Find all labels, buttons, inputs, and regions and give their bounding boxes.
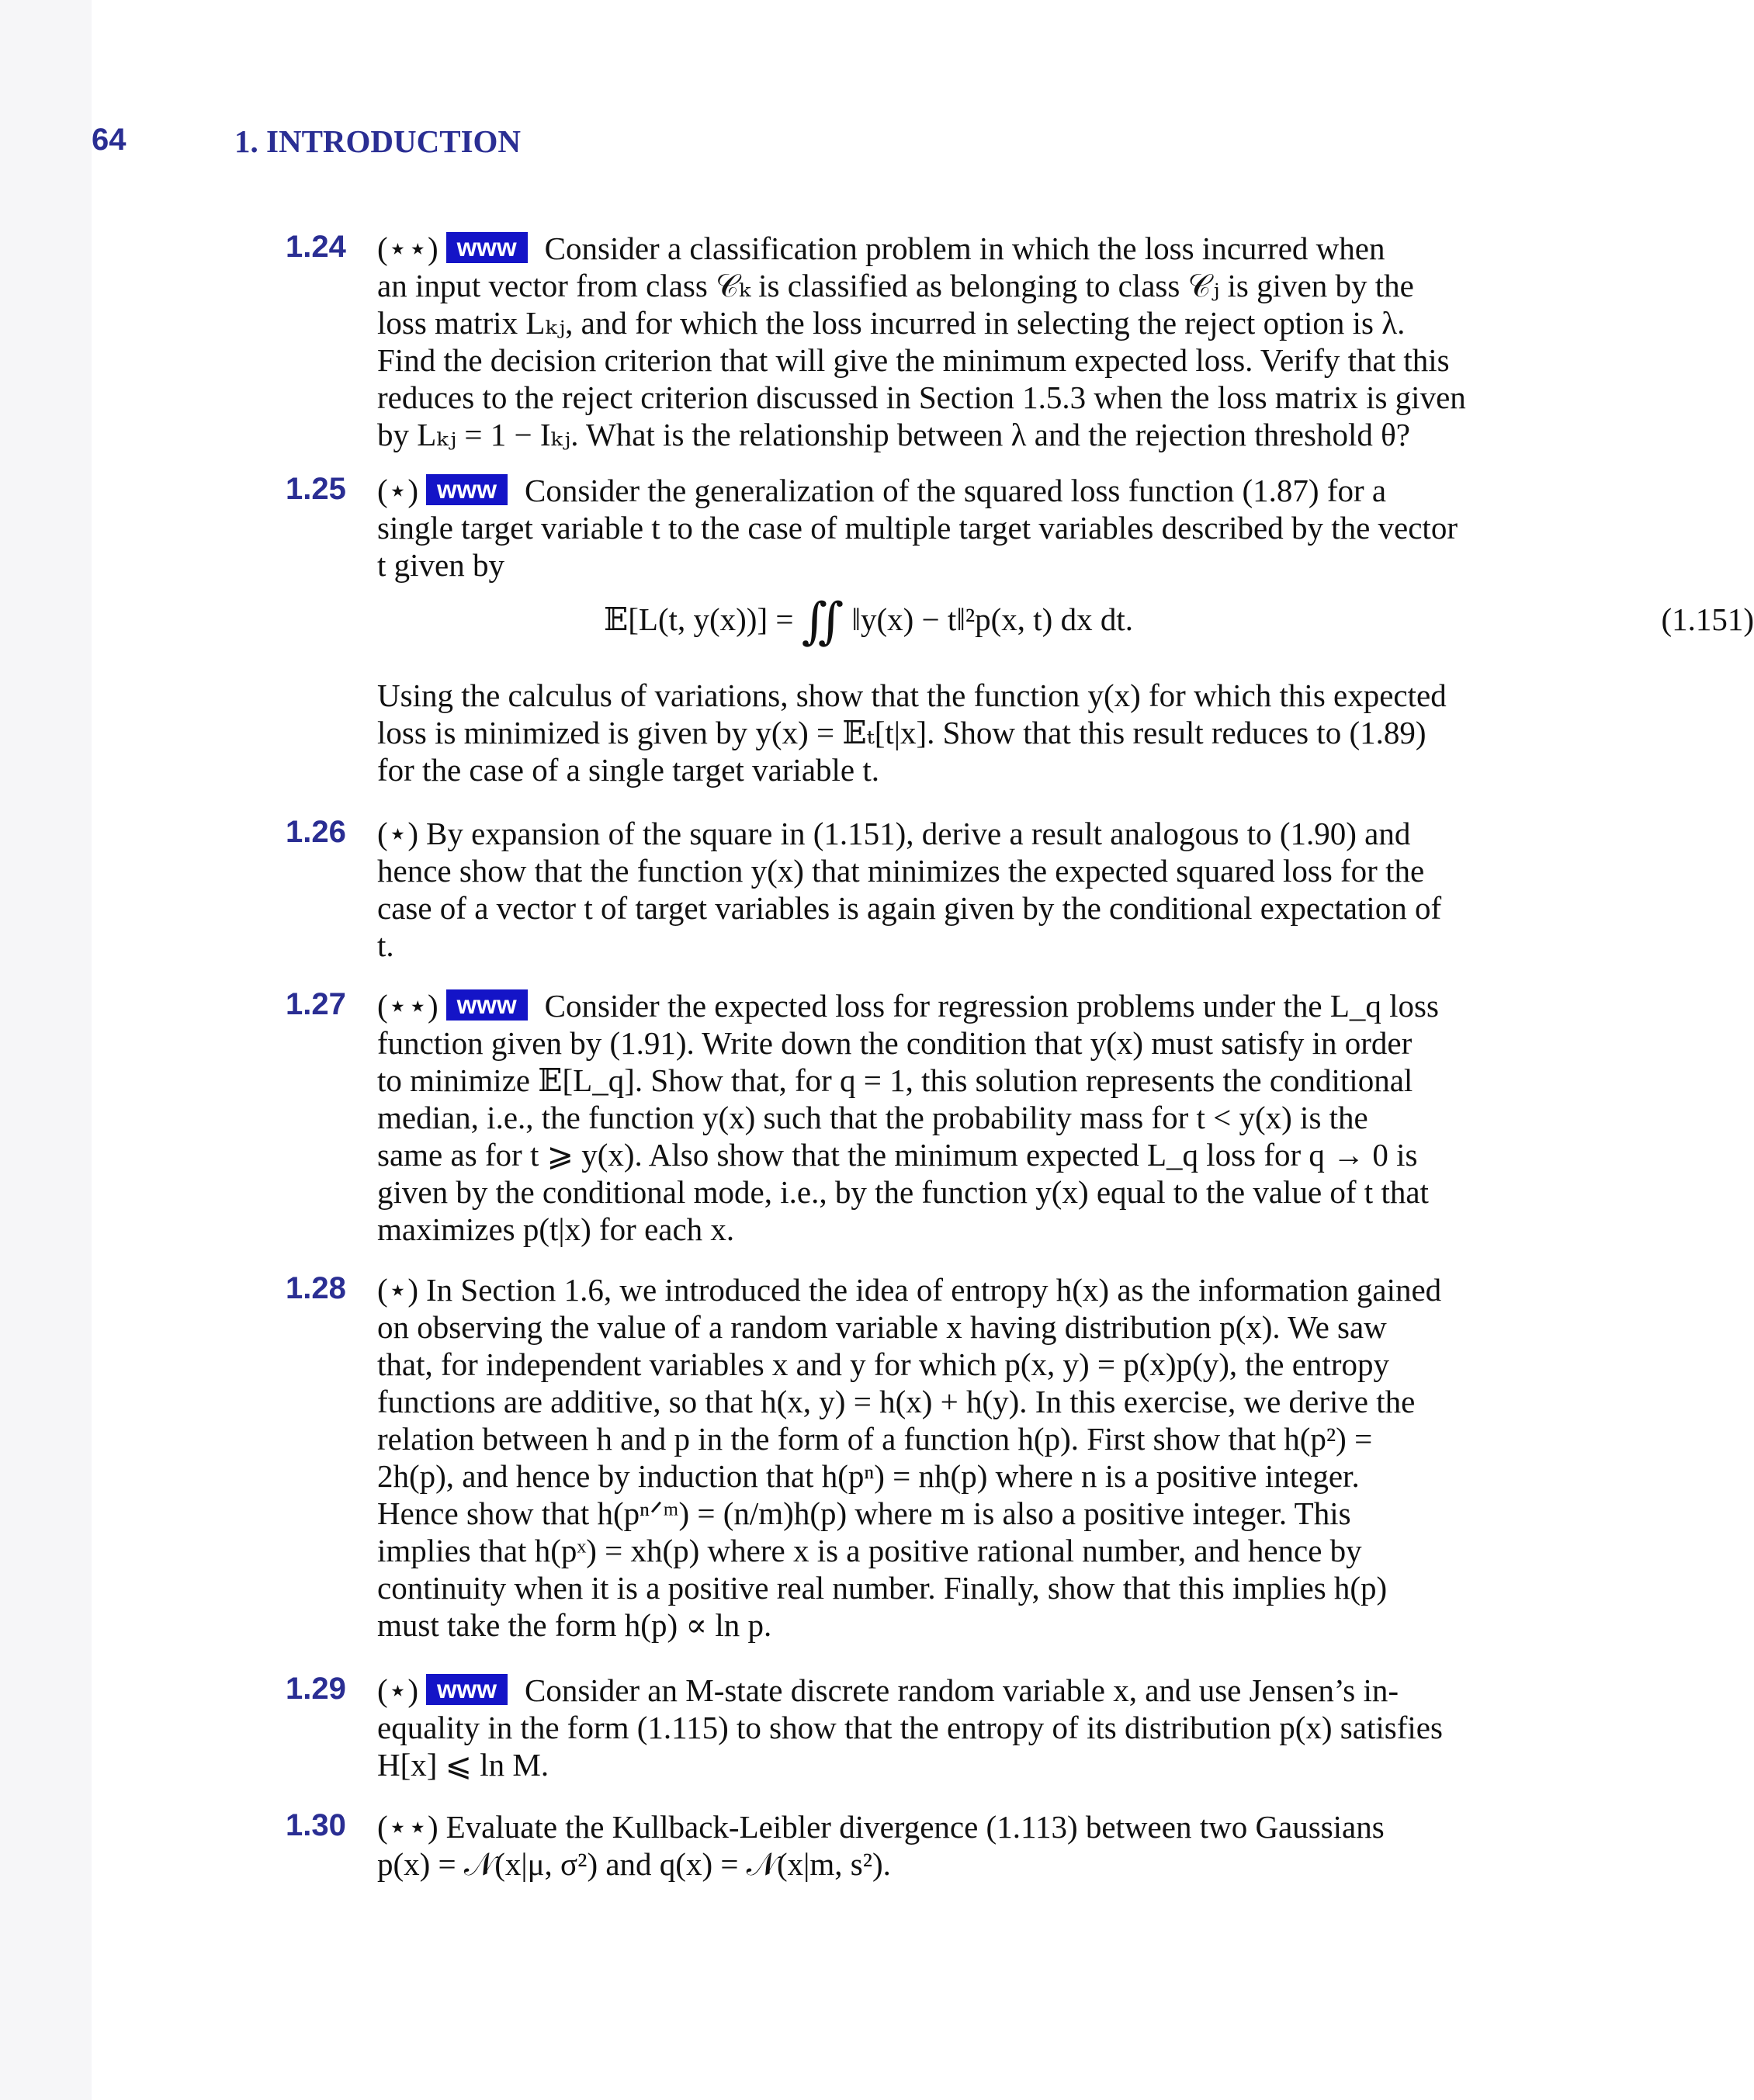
page-number: 64 (92, 123, 127, 157)
text-line: same as for t ⩾ y(x). Also show that the minimum expected L_q loss for q → 0 is (377, 1137, 1418, 1173)
text-line: that, for independent variables x and y for which p(x, y) = p(x)p(y), the entropy (377, 1346, 1389, 1382)
exercise-text (377, 1672, 1754, 1783)
www-badge[interactable]: www (446, 989, 528, 1021)
text-line: functions are additive, so that h(x, y) = h(x) + h(y). In this exercise, we derive the (377, 1384, 1416, 1419)
difficulty-stars: (⋆) (377, 473, 418, 508)
difficulty-stars: (⋆⋆) (377, 1809, 439, 1845)
text-line: loss is minimized is given by y(x) = 𝔼ₜ[t|x]. Show that this result reduces to (1.89) (377, 715, 1426, 750)
text-line: implies that h(pˣ) = xh(p) where x is a positive rational number, and hence by (377, 1533, 1362, 1568)
exercise-number: 1.24 (286, 230, 346, 264)
equation-number: (1.151) (1661, 601, 1754, 637)
text-line: p(x) = 𝒩(x|μ, σ²) and q(x) = 𝒩(x|m, s²). (377, 1846, 891, 1882)
exercise-number: 1.26 (286, 815, 346, 849)
exercise-number: 1.29 (286, 1672, 346, 1706)
text-line: by Lₖⱼ = 1 − Iₖⱼ. What is the relationship between λ and the rejection threshold θ? (377, 417, 1410, 452)
text-line: Using the calculus of variations, show that the function y(x) for which this expected (377, 677, 1447, 713)
text-line: hence show that the function y(x) that minimizes the expected squared loss for the (377, 853, 1425, 889)
difficulty-stars: (⋆⋆) (377, 230, 439, 266)
exercise-text (377, 677, 1754, 788)
text-line: median, i.e., the function y(x) such that the probability mass for t < y(x) is the (377, 1100, 1368, 1135)
running-head: 1. INTRODUCTION (234, 123, 522, 159)
exercise-text (377, 230, 1754, 453)
text-line: t. (377, 927, 394, 963)
difficulty-stars: (⋆) (377, 1672, 418, 1708)
exercise-text (377, 1271, 1754, 1644)
text-line: to minimize 𝔼[L_q]. Show that, for q = 1, this solution represents the conditional (377, 1062, 1413, 1098)
text-line: loss matrix Lₖⱼ, and for which the loss incurred in selecting the reject option is λ. (377, 305, 1406, 341)
difficulty-stars: (⋆⋆) (377, 988, 439, 1024)
text-line: 2h(p), and hence by induction that h(pⁿ) = nh(p) where n is a positive integer. (377, 1458, 1360, 1494)
text-line: Find the decision criterion that will give the minimum expected loss. Verify that this (377, 342, 1450, 378)
text-line: function given by (1.91). Write down the condition that y(x) must satisfy in order (377, 1025, 1413, 1061)
equation-body: 𝔼[L(t, y(x))] = ∬ ‖y(x) − t‖²p(x, t) dx dt. (604, 594, 1133, 649)
exercise-number: 1.28 (286, 1271, 346, 1305)
exercise-number: 1.25 (286, 472, 346, 506)
difficulty-stars: (⋆) (377, 1272, 418, 1308)
double-integral: ∬ (801, 594, 844, 649)
exercise-text (377, 987, 1754, 1248)
text-line: (⋆) By expansion of the square in (1.151), derive a result analogous to (1.90) and (377, 816, 1411, 851)
text-line: t given by (377, 547, 504, 583)
www-badge[interactable]: www (426, 1674, 508, 1705)
text-line: (⋆) www Consider an M-state discrete random variable x, and use Jensen’s in- (377, 1672, 1399, 1708)
www-badge[interactable]: www (446, 232, 528, 263)
text-line: (⋆) In Section 1.6, we introduced the idea of entropy h(x) as the information gained (377, 1272, 1442, 1308)
exercise-text (377, 472, 1754, 584)
difficulty-stars: (⋆) (377, 816, 418, 851)
text-line: given by the conditional mode, i.e., by the function y(x) equal to the value of t that (377, 1174, 1429, 1210)
text-line: (⋆⋆) www Consider the expected loss for regression problems under the L_q loss (377, 988, 1439, 1024)
text-line: case of a vector t of target variables is again given by the conditional expectation of (377, 890, 1442, 926)
text-line: maximizes p(t|x) for each x. (377, 1211, 735, 1247)
exercise-text (377, 815, 1754, 964)
text-line: on observing the value of a random variable x having distribution p(x). We saw (377, 1309, 1387, 1345)
text-line: single target variable t to the case of multiple target variables described by the vector (377, 510, 1458, 546)
text-line: relation between h and p in the form of a function h(p). First show that h(p²) = (377, 1421, 1373, 1457)
text-line: equality in the form (1.115) to show that the entropy of its distribution p(x) satisfies (377, 1710, 1443, 1745)
text-line: reduces to the reject criterion discussed in Section 1.5.3 when the loss matrix is given (377, 379, 1466, 415)
exercise-number: 1.30 (286, 1808, 346, 1842)
text-line: (⋆⋆) www Consider a classification problem in which the loss incurred when (377, 230, 1385, 266)
text-line: (⋆⋆) Evaluate the Kullback-Leibler divergence (1.113) between two Gaussians (377, 1809, 1385, 1845)
page-margin (0, 0, 92, 2100)
text-line: an input vector from class 𝒞ₖ is classified as belonging to class 𝒞ⱼ is given by the (377, 268, 1414, 303)
text-line: must take the form h(p) ∝ ln p. (377, 1607, 772, 1643)
exercise-text (377, 1808, 1754, 1883)
text-line: (⋆) www Consider the generalization of the squared loss function (1.87) for a (377, 473, 1387, 508)
www-badge[interactable]: www (426, 474, 508, 505)
text-line: H[x] ⩽ ln M. (377, 1747, 549, 1783)
text-line: for the case of a single target variable t. (377, 752, 879, 788)
text-line: continuity when it is a positive real number. Finally, show that this implies h(p) (377, 1570, 1388, 1606)
text-line: Hence show that h(pⁿᐟᵐ) = (n/m)h(p) where m is also a positive integer. This (377, 1495, 1351, 1531)
exercise-number: 1.27 (286, 987, 346, 1021)
